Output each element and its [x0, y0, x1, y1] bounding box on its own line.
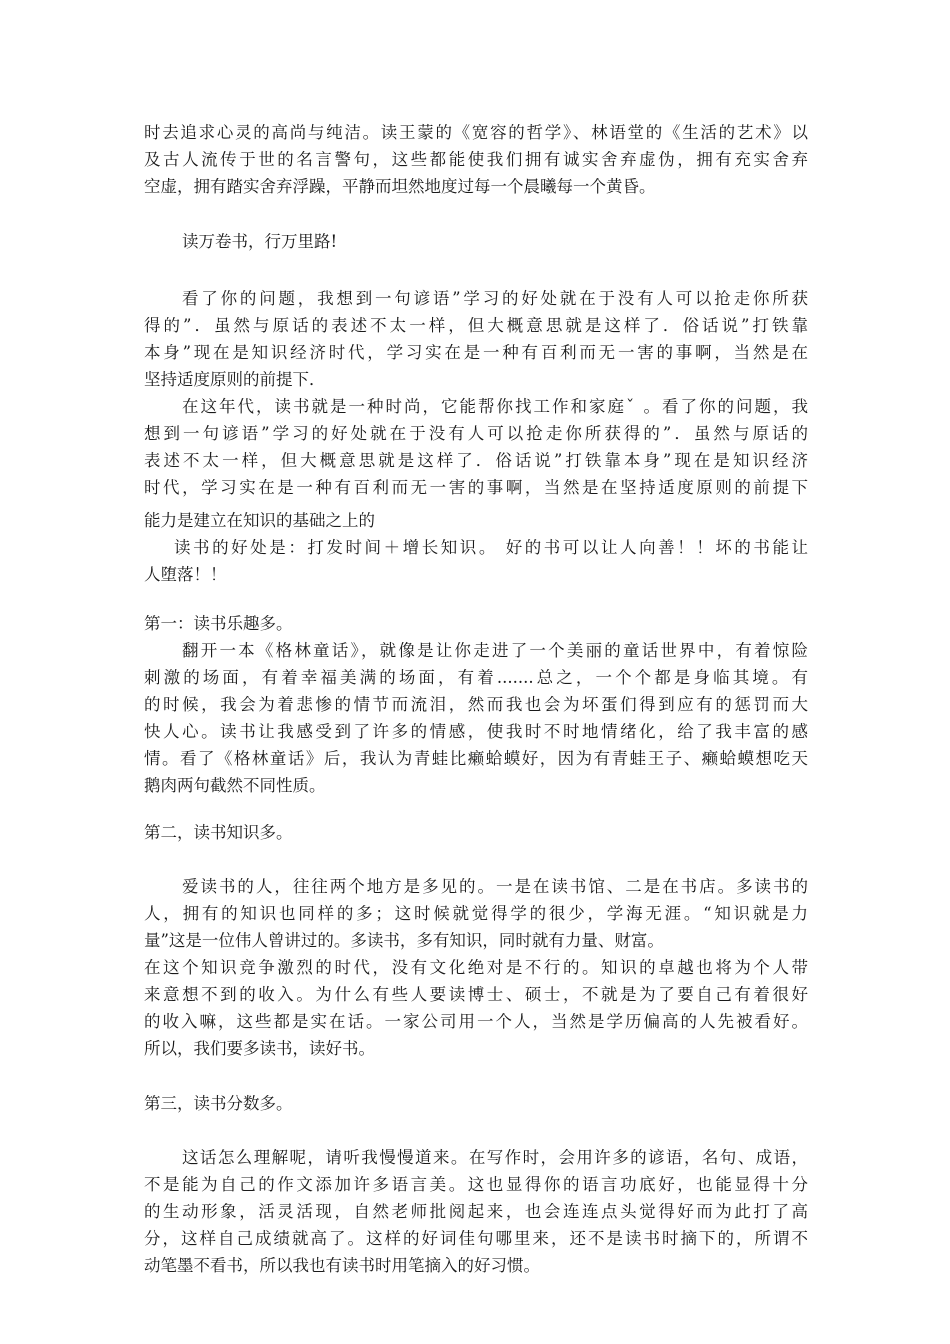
- text-line: 看了你的问题，我想到一句谚语”学习的好处就在于没有人可以抢走你所获: [182, 289, 808, 308]
- text-line: 分，这样自己成绩就高了。这样的好词佳句哪里来，还不是读书时摘下的，所谓不: [144, 1229, 808, 1248]
- text-line: 得的”．虽然与原话的表述不太一样，但大概意思就是这样了．俗话说”打铁靠: [144, 316, 808, 335]
- text-line: 时去追求心灵的高尚与纯洁。读王蒙的《宽容的哲学》、林语堂的《生活的艺术》以: [144, 123, 808, 142]
- text-line: 人堕落！！: [144, 565, 227, 584]
- text-line: 翻开一本《格林童话》，就像是让你走进了一个美丽的童话世界中，有着惊险: [182, 641, 808, 660]
- text-line: 想到一句谚语”学习的好处就在于没有人可以抢走你所获得的”．虽然与原话的: [144, 424, 808, 443]
- text-line: 不是能为自己的作文添加许多语言美。这也显得你的语言功底好，也能显得十分: [144, 1175, 808, 1194]
- text-line: 鹅肉两句截然不同性质。: [144, 776, 326, 795]
- text-line: 坚持适度原则的前提下．: [144, 370, 326, 389]
- text-line: 情。看了《格林童话》后，我认为青蛙比癞蛤蟆好，因为有青蛙王子、癞蛤蟆想吃天: [144, 749, 808, 768]
- text-line: 来意想不到的收入。为什么有些人要读博士、硕士，不就是为了要自己有着很好: [144, 985, 808, 1004]
- section-heading: 第二，读书知识多。: [144, 823, 293, 842]
- text-line: 在这年代，读书就是一种时尚，它能帮你找工作和家庭ˇ 。看了你的问题，我: [182, 397, 808, 416]
- text-line: 的时候，我会为着悲惨的情节而流泪，然而我也会为坏蛋们得到应有的惩罚而大: [144, 695, 808, 714]
- text-line: 爱读书的人，往往两个地方是多见的。一是在读书馆、二是在书店。多读书的: [182, 877, 808, 896]
- text-line: 量”这是一位伟人曾讲过的。多读书，多有知识，同时就有力量、财富。: [144, 931, 664, 950]
- text-line: 人，拥有的知识也同样的多；这时候就觉得学的很少，学海无涯。“知识就是力: [144, 904, 808, 923]
- text-line: 这话怎么理解呢，请听我慢慢道来。在写作时，会用许多的谚语，名句、成语，: [182, 1148, 808, 1167]
- text-line: 及古人流传于世的名言警句，这些都能使我们拥有诚实舍弃虚伪，拥有充实舍弃: [144, 150, 808, 169]
- text-line: 时代，学习实在是一种有百利而无一害的事啊，当然是在坚持适度原则的前提下: [144, 478, 808, 497]
- text-line: 刺激的场面，有着幸福美满的场面，有着.......总之，一个个都是身临其境。有: [144, 668, 808, 687]
- text-line: 空虚，拥有踏实舍弃浮躁，平静而坦然地度过每一个晨曦每一个黄昏。: [144, 177, 656, 196]
- text-line: 读书的好处是：打发时间＋增长知识。 好的书可以让人向善！！坏的书能让: [174, 538, 808, 557]
- text-line: 能力是建立在知识的基础之上的: [144, 511, 375, 530]
- text-line: 的生动形象，活灵活现，自然老师批阅起来，也会连连点头觉得好而为此打了高: [144, 1202, 808, 1221]
- text-line: 所以，我们要多读书，读好书。: [144, 1039, 375, 1058]
- section-heading: 第一：读书乐趣多。: [144, 614, 293, 633]
- text-line: 读万卷书，行万里路!: [182, 232, 338, 251]
- text-line: 表述不太一样，但大概意思就是这样了．俗话说”打铁靠本身”现在是知识经济: [144, 451, 808, 470]
- text-line: 的收入嘛，这些都是实在话。一家公司用一个人，当然是学历偏高的人先被看好。: [144, 1012, 808, 1031]
- text-line: 在这个知识竞争激烈的时代，没有文化绝对是不行的。知识的卓越也将为个人带: [144, 958, 808, 977]
- text-line: 快人心。读书让我感受到了许多的情感，使我时不时地情绪化，给了我丰富的感: [144, 722, 808, 741]
- text-line: 本身”现在是知识经济时代，学习实在是一种有百利而无一害的事啊，当然是在: [144, 343, 808, 362]
- section-heading: 第三，读书分数多。: [144, 1094, 293, 1113]
- text-line: 动笔墨不看书，所以我也有读书时用笔摘入的好习惯。: [144, 1256, 540, 1275]
